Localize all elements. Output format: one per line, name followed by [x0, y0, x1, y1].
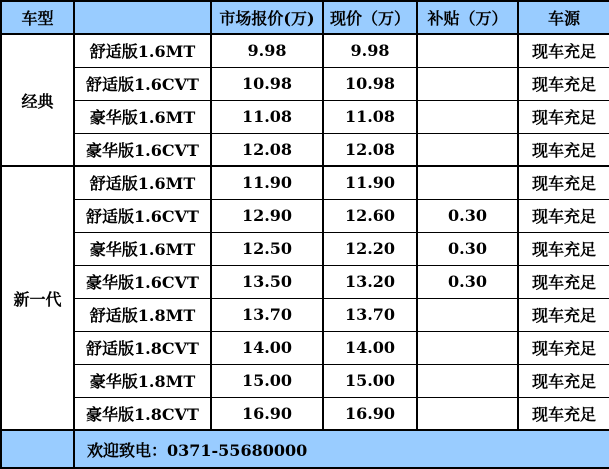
- model-cell: 豪华版1.6MT: [74, 232, 211, 265]
- table-footer-row: [1, 430, 609, 468]
- model-cell: 舒适版1.6CVT: [74, 67, 211, 100]
- model-cell: 舒适版1.6MT: [74, 166, 211, 199]
- source-cell: 现车充足: [518, 100, 609, 133]
- table-row: [1, 331, 609, 364]
- model-cell: 豪华版1.6CVT: [74, 265, 211, 298]
- current-price-cell: 13.20: [323, 265, 417, 298]
- subsidy-cell: 0.30: [417, 265, 518, 298]
- current-price-cell: 12.60: [323, 199, 417, 232]
- source-cell: 现车充足: [518, 397, 609, 430]
- subsidy-cell: 0.30: [417, 232, 518, 265]
- footer-empty-cell: [1, 430, 74, 468]
- current-price-cell: 13.70: [323, 298, 417, 331]
- market-price-cell: 13.70: [211, 298, 323, 331]
- table-row: [1, 232, 609, 265]
- current-price-cell: 11.90: [323, 166, 417, 199]
- source-cell: 现车充足: [518, 298, 609, 331]
- table-row: [1, 100, 609, 133]
- current-price-cell: 16.90: [323, 397, 417, 430]
- subsidy-cell: [417, 298, 518, 331]
- subsidy-cell: [417, 100, 518, 133]
- header-cell-market-price: 市场报价(万): [211, 1, 323, 34]
- table-header-row: [1, 1, 609, 34]
- subsidy-cell: [417, 166, 518, 199]
- source-cell: 现车充足: [518, 166, 609, 199]
- group-label-new-generation: 新一代: [1, 166, 74, 430]
- model-cell: 豪华版1.6CVT: [74, 133, 211, 166]
- model-cell: 豪华版1.6MT: [74, 100, 211, 133]
- current-price-cell: 12.08: [323, 133, 417, 166]
- market-price-cell: 12.90: [211, 199, 323, 232]
- model-cell: 舒适版1.8MT: [74, 298, 211, 331]
- source-cell: 现车充足: [518, 331, 609, 364]
- table-row: [1, 34, 609, 67]
- subsidy-cell: 0.30: [417, 199, 518, 232]
- table-row: [1, 67, 609, 100]
- subsidy-cell: [417, 67, 518, 100]
- source-cell: 现车充足: [518, 265, 609, 298]
- market-price-cell: 12.08: [211, 133, 323, 166]
- source-cell: 现车充足: [518, 232, 609, 265]
- model-cell: 豪华版1.8MT: [74, 364, 211, 397]
- table-row: [1, 298, 609, 331]
- header-cell-subsidy: 补贴（万）: [417, 1, 518, 34]
- model-cell: 舒适版1.8CVT: [74, 331, 211, 364]
- market-price-cell: 15.00: [211, 364, 323, 397]
- current-price-cell: 10.98: [323, 67, 417, 100]
- model-cell: 舒适版1.6MT: [74, 34, 211, 67]
- market-price-cell: 12.50: [211, 232, 323, 265]
- market-price-cell: 16.90: [211, 397, 323, 430]
- table-row: [1, 166, 609, 199]
- market-price-cell: 14.00: [211, 331, 323, 364]
- header-cell-source: 车源: [518, 1, 609, 34]
- market-price-cell: 11.08: [211, 100, 323, 133]
- market-price-cell: 13.50: [211, 265, 323, 298]
- subsidy-cell: [417, 397, 518, 430]
- current-price-cell: 12.20: [323, 232, 417, 265]
- source-cell: 现车充足: [518, 364, 609, 397]
- table-row: [1, 265, 609, 298]
- subsidy-cell: [417, 34, 518, 67]
- market-price-cell: 9.98: [211, 34, 323, 67]
- header-cell-model-type: 车型: [1, 1, 74, 34]
- current-price-cell: 11.08: [323, 100, 417, 133]
- table-row: [1, 364, 609, 397]
- source-cell: 现车充足: [518, 34, 609, 67]
- subsidy-cell: [417, 364, 518, 397]
- table-row: [1, 199, 609, 232]
- source-cell: 现车充足: [518, 67, 609, 100]
- model-cell: 豪华版1.8CVT: [74, 397, 211, 430]
- header-cell-current-price: 现价（万）: [323, 1, 417, 34]
- current-price-cell: 9.98: [323, 34, 417, 67]
- model-cell: 舒适版1.6CVT: [74, 199, 211, 232]
- header-cell-model-name: [74, 1, 211, 34]
- source-cell: 现车充足: [518, 199, 609, 232]
- subsidy-cell: [417, 331, 518, 364]
- group-label-classic: 经典: [1, 34, 74, 166]
- current-price-cell: 15.00: [323, 364, 417, 397]
- current-price-cell: 14.00: [323, 331, 417, 364]
- table-row: [1, 397, 609, 430]
- table-row: [1, 133, 609, 166]
- subsidy-cell: [417, 133, 518, 166]
- source-cell: 现车充足: [518, 133, 609, 166]
- market-price-cell: 10.98: [211, 67, 323, 100]
- market-price-cell: 11.90: [211, 166, 323, 199]
- contact-phone-text: 欢迎致电：0371-55680000: [74, 430, 609, 468]
